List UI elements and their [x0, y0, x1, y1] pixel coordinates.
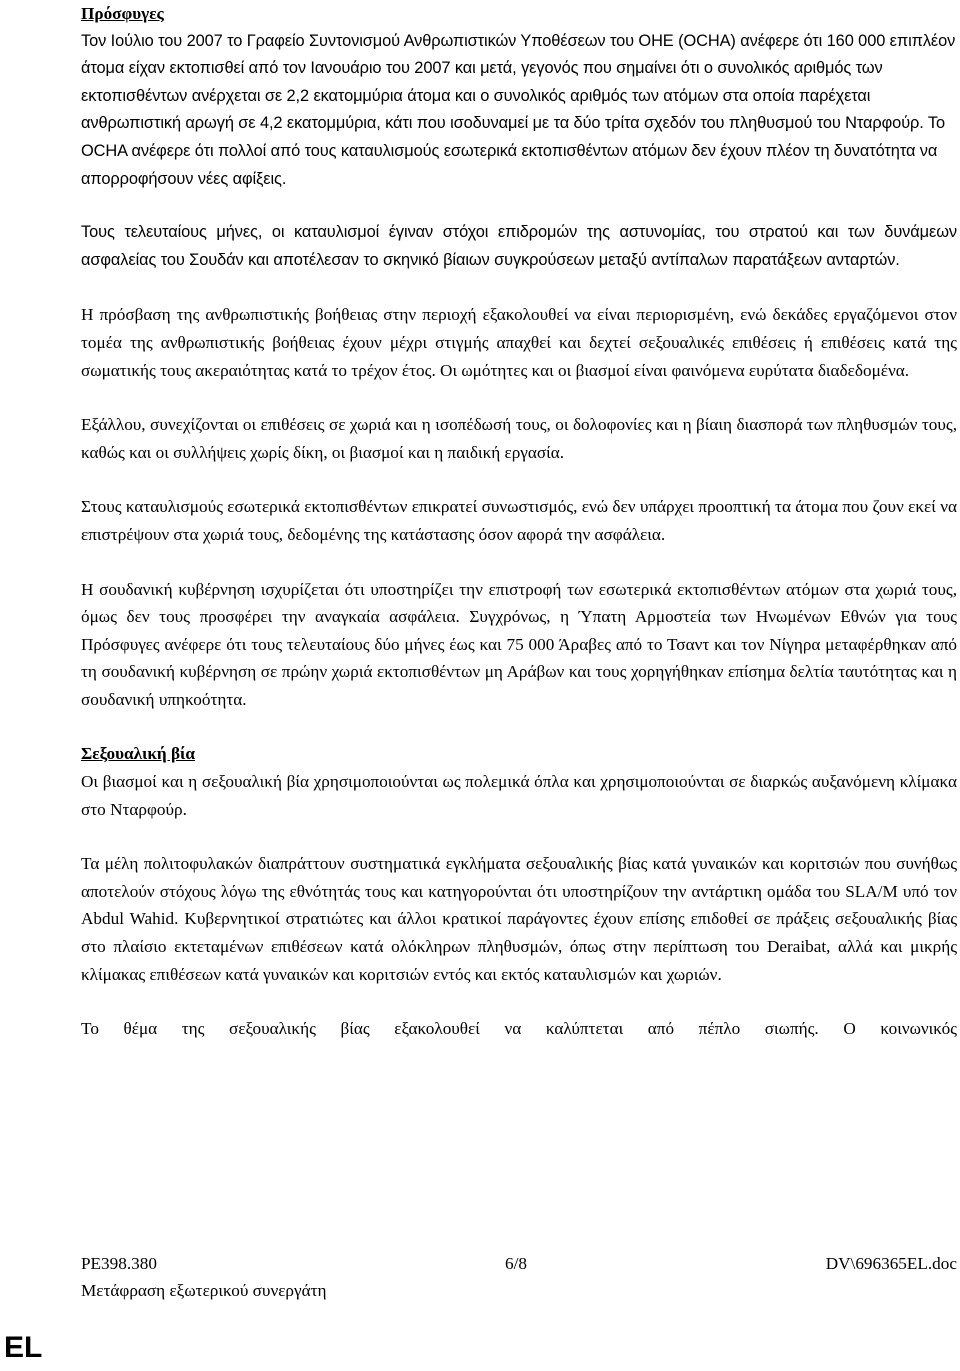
paragraph: Η σουδανική κυβέρνηση ισχυρίζεται ότι υποστηρίζει την επιστροφή των εσωτερικά εκτοπισθέντων ατόμων στα χωριά τους, όμως δεν τους προσφέρει την αναγκαία ασφάλεια. Συγχρόνως, η Ύπατη Αρμοστεία των Ηνωμένων Εθνών για τους Πρόσφυγες ανέφερε ότι τους τελευταίους δύο μήνες έως και 75 000 Άραβες από το Τσαντ και τον Νίγηρα μεταφέρθηκαν από τη σουδανική κυβέρνηση σε πρώην χωριά εκτοπισθέντων μη Αράβων και τους χορηγήθηκαν επίσημα δελτία ταυτότητας και η σουδανική υπηκοότητα. [81, 579, 957, 709]
paragraph: Στους καταυλισμούς εσωτερικά εκτοπισθέντων επικρατεί συνωστισμός, ενώ δεν υπάρχει προοπτική τα άτομα που ζουν εκεί να επιστρέψουν στα χωριά τους, δεδομένης της κατάστασης όσον αφορά την ασφάλεια. [81, 497, 957, 544]
paragraph: Η πρόσβαση της ανθρωπιστικής βοήθειας στην περιοχή εξακολουθεί να είναι περιορισμένη, ενώ δεκάδες εργαζόμενοι στον τομέα της ανθρωπιστικής βοήθειας έχουν μέχρι στιγμής απαχθεί και δεχτεί σεξουαλικές επιθέσεις ή επιθέσεις κατά της σωματικής τους ακεραιότητας κατά το τρέχον έτος. Οι ωμότητες και οι βιασμοί είναι φαινόμενα ευρύτατα διαδεδομένα. [81, 305, 957, 380]
paragraph: Τα μέλη πολιτοφυλακών διαπράττουν συστηματικά εγκλήματα σεξουαλικής βίας κατά γυναικών και κοριτσιών που συνήθως αποτελούν στόχους λόγω της εθνότητάς τους και κατηγορούνται ότι υποστηρίζουν την αντάρτικη ομάδα του SLA/M υπό τον Abdul Wahid. Κυβερνητικοί στρατιώτες και άλλοι κρατικοί παράγοντες έχουν επίσης επιδοθεί σε πράξεις σεξουαλικής βίας στο πλαίσιο εκτεταμένων επιθέσεων κατά ολόκληρων πληθυσμών, όπως στην περίπτωση του Deraibat, αλλά και μικρής κλίμακας επιθέσεων κατά γυναικών και κοριτσιών εντός και εκτός καταυλισμών και χωριών. [81, 854, 957, 984]
document-body [81, 0, 957, 1043]
footer-page-number: 6/8 [505, 1254, 527, 1273]
footer-row [81, 1250, 957, 1277]
language-tag: EL [4, 1331, 43, 1364]
section-heading-sexual-violence: Σεξουαλική βία [81, 744, 195, 764]
paragraph: Τους τελευταίους μήνες, οι καταυλισμοί έγιναν στόχοι επιδρομών της αστυνομίας, του στρατού και των δυνάμεων ασφαλείας του Σουδάν και αποτέλεσαν το σκηνικό βίαιων συγκρούσεων μεταξύ αντίπαλων παρατάξεων ανταρτών. [81, 223, 957, 269]
footer-doc-ref: PE398.380 [81, 1254, 157, 1273]
footer-file-name: DV\696365EL.doc [825, 1254, 957, 1273]
paragraph: Εξάλλου, συνεχίζονται οι επιθέσεις σε χωριά και η ισοπέδωσή τους, οι δολοφονίες και η βίαιη διασπορά των πληθυσμών τους, καθώς και οι συλλήψεις χωρίς δίκη, οι βιασμοί και η παιδική εργασία. [81, 415, 957, 462]
paragraph: Τον Ιούλιο του 2007 το Γραφείο Συντονισμού Ανθρωπιστικών Υποθέσεων του ΟΗΕ (OCHA) ανέφερε ότι 160 000 επιπλέον άτομα είχαν εκτοπισθεί από τον Ιανουάριο του 2007 και μετά, γεγονός που σημαίνει ότι ο συνολικός αριθμός των εκτοπισθέντων ανέρχεται σε 2,2 εκατομμύρια άτομα και ο συνολικός αριθμός των ατόμων στα οποία παρέχεται ανθρωπιστική αρωγή σε 4,2 εκατομμύρια, κάτι που ισοδυναμεί με τα δύο τρίτα σχεδόν του πληθυσμού του Νταρφούρ. Το OCHA ανέφερε ότι πολλοί από τους καταυλισμούς εσωτερικά εκτοπισθέντων ατόμων δεν έχουν πλέον τη δυνατότητα να απορροφήσουν νέες αφίξεις. [81, 31, 956, 188]
page-footer [81, 1250, 957, 1304]
section-heading-refugees: Πρόσφυγες [81, 4, 164, 23]
footer-translator-note: Μετάφραση εξωτερικού συνεργάτη [81, 1281, 327, 1300]
paragraph: Οι βιασμοί και η σεξουαλική βία χρησιμοποιούνται ως πολεμικά όπλα και χρησιμοποιούνται σε διαρκώς αυξανόμενη κλίμακα στο Νταρφούρ. [81, 772, 957, 819]
paragraph: Το θέμα της σεξουαλικής βίας εξακολουθεί να καλύπτεται από πέπλο σιωπής. Ο κοινωνικός [81, 1019, 957, 1039]
